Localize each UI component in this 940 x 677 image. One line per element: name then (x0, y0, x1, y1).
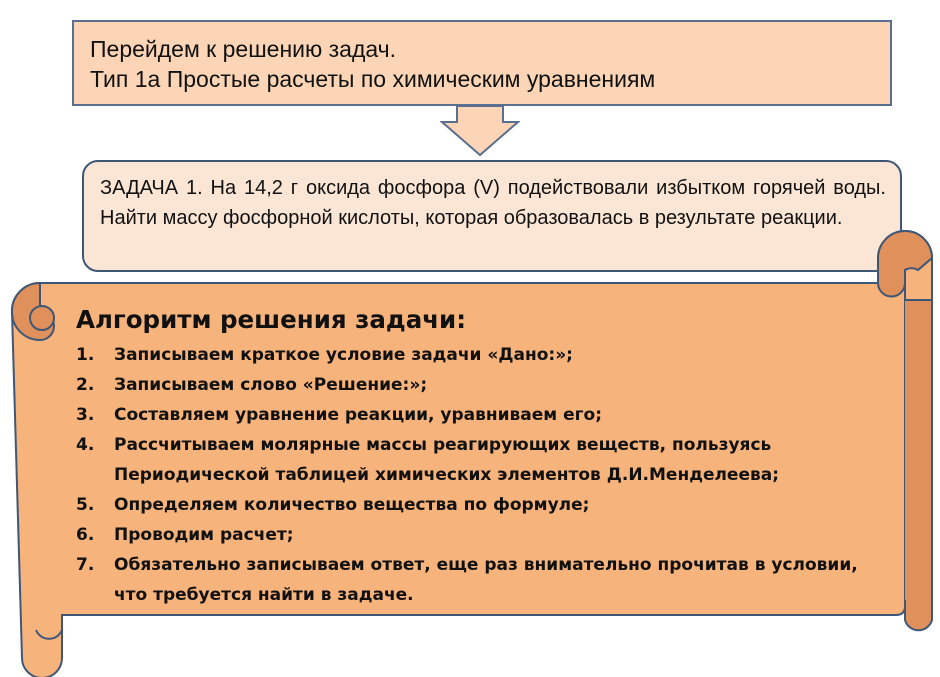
task-text: ЗАДАЧА 1. На 14,2 г оксида фосфора (V) подействовали избытком горячей воды. Найти массу фосфорной кислоты, которая образовалась в результате реакции. (100, 177, 886, 229)
step-text: Составляем уравнение реакции, уравниваем его; (114, 405, 602, 425)
step-number: 7. (76, 555, 95, 575)
algorithm-step-7 (76, 550, 886, 610)
step-number: 6. (76, 525, 95, 545)
algorithm-section (76, 304, 886, 610)
step-text: Обязательно записываем ответ, еще раз внимательно прочитав в условии, что требуется найти в задаче. (114, 555, 858, 605)
title-line-2: Тип 1а Простые расчеты по химическим уравнениям (90, 66, 656, 92)
algorithm-step-3 (76, 400, 886, 430)
step-number: 4. (76, 435, 95, 455)
algorithm-step-2 (76, 370, 886, 400)
algorithm-step-4 (76, 430, 886, 490)
step-number: 5. (76, 495, 95, 515)
step-number: 3. (76, 405, 95, 425)
step-text: Рассчитываем молярные массы реагирующих веществ, пользуясь Периодической таблицей химических элементов Д.И.Менделеева; (114, 435, 780, 485)
title-line-1: Перейдем к решению задач. (90, 36, 397, 62)
step-number: 1. (76, 345, 95, 365)
step-text: Записываем краткое условие задачи «Дано:»; (114, 345, 573, 365)
algorithm-step-1 (76, 340, 886, 370)
step-number: 2. (76, 375, 95, 395)
algorithm-step-5 (76, 490, 886, 520)
step-text: Проводим расчет; (114, 525, 294, 545)
algorithm-step-6 (76, 520, 886, 550)
step-text: Определяем количество вещества по формуле; (114, 495, 590, 515)
step-text: Записываем слово «Решение:»; (114, 375, 428, 395)
algorithm-steps (76, 340, 886, 610)
algorithm-title: Алгоритм решения задачи: (76, 305, 467, 334)
